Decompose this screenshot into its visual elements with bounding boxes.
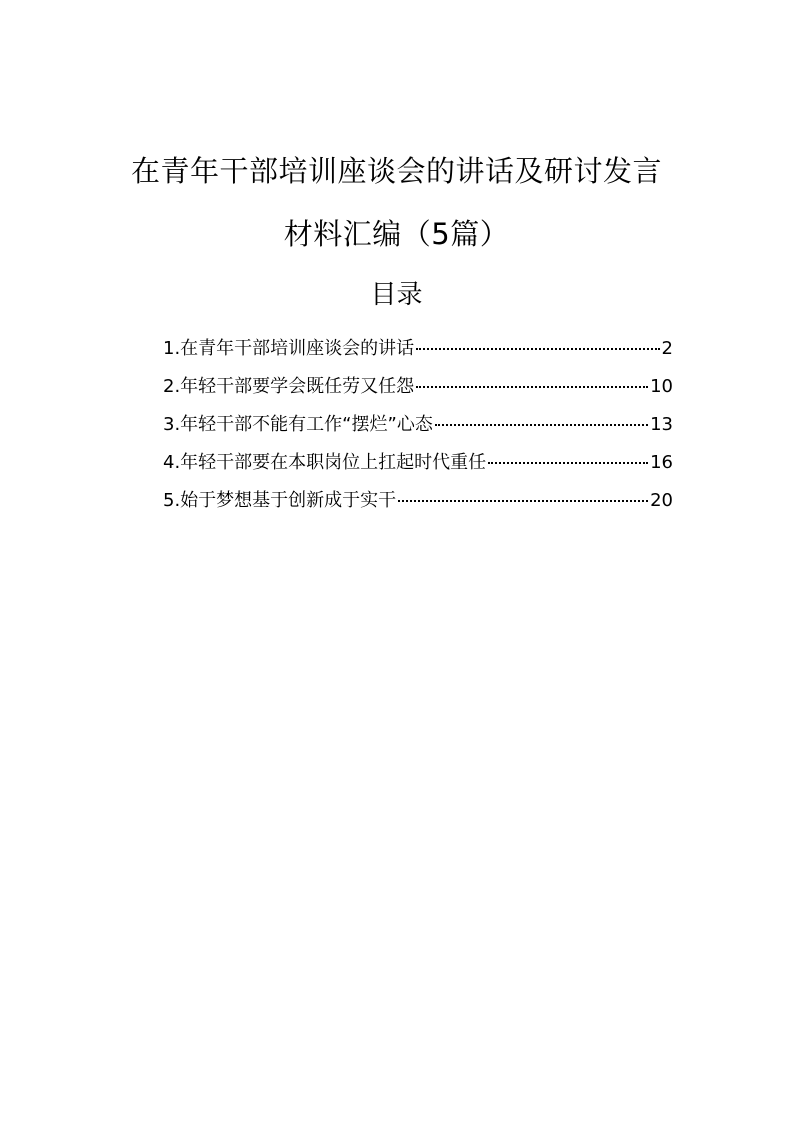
toc-entry-page: 16 bbox=[650, 452, 673, 473]
toc-dot-leader bbox=[435, 424, 648, 426]
toc-entry-title: 2.年轻干部要学会既任劳又任怨 bbox=[163, 376, 415, 397]
document-title-line-2: 材料汇编（5篇） bbox=[283, 217, 510, 251]
toc-dot-leader bbox=[416, 348, 659, 350]
toc-entry-title: 3.年轻干部不能有工作“摆烂”心态 bbox=[163, 414, 433, 435]
toc-entry[interactable] bbox=[163, 450, 673, 488]
document-title-line-1: 在青年干部培训座谈会的讲话及研讨发言 bbox=[130, 154, 662, 188]
table-of-contents bbox=[163, 336, 673, 526]
toc-entry-title: 5.始于梦想基于创新成于实干 bbox=[163, 490, 397, 511]
toc-entry[interactable] bbox=[163, 412, 673, 450]
toc-dot-leader bbox=[416, 386, 648, 388]
toc-entry-page: 13 bbox=[650, 414, 673, 435]
toc-dot-leader bbox=[488, 462, 648, 464]
toc-entry-page: 10 bbox=[650, 376, 673, 397]
toc-entry[interactable] bbox=[163, 336, 673, 374]
toc-entry[interactable] bbox=[163, 488, 673, 526]
toc-entry[interactable] bbox=[163, 374, 673, 412]
toc-dot-leader bbox=[398, 500, 648, 502]
toc-entry-title: 4.年轻干部要在本职岗位上扛起时代重任 bbox=[163, 452, 487, 473]
toc-heading: 目录 bbox=[370, 280, 423, 310]
toc-entry-title: 1.在青年干部培训座谈会的讲话 bbox=[163, 338, 415, 359]
toc-entry-page: 2 bbox=[661, 338, 673, 359]
toc-entry-page: 20 bbox=[650, 490, 673, 511]
